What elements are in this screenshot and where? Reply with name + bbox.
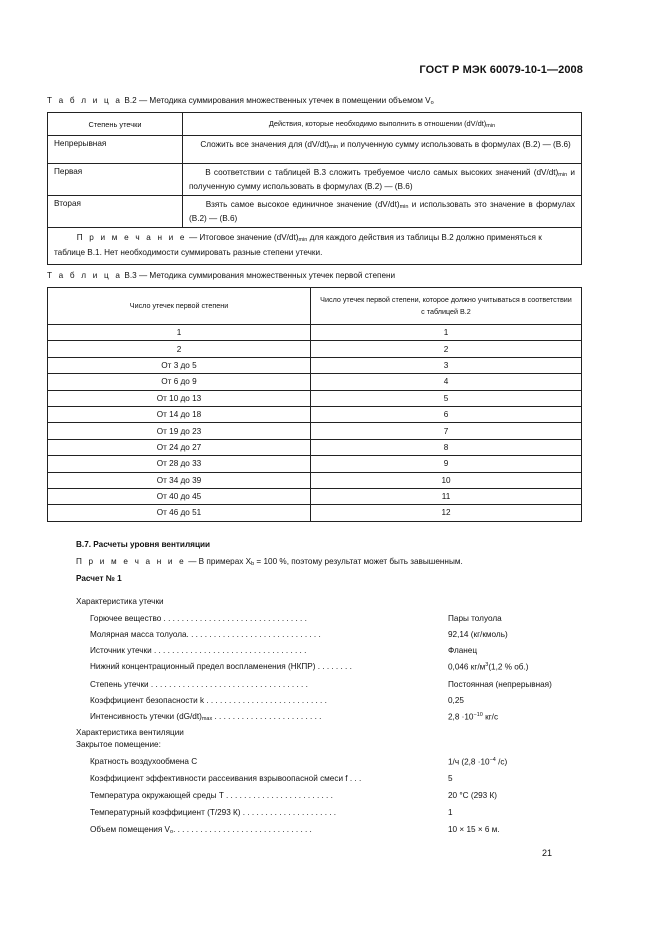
table-b2-action bbox=[183, 164, 582, 196]
leak-label bbox=[90, 712, 430, 722]
vent-label: Температурный коэффициент (T/293 К) . . . . . . . . . . . . . . . . . . . . . bbox=[90, 808, 337, 817]
label-b: . . . . . . . . . . . . . . . . . . . . . . . . bbox=[212, 712, 322, 721]
table-b3-caption-label: Т а б л и ц а bbox=[47, 271, 123, 280]
label-sub: o bbox=[170, 829, 174, 835]
table-cell: 10 bbox=[311, 472, 582, 488]
vent-label bbox=[90, 825, 430, 835]
table-b2-note bbox=[48, 228, 582, 265]
label-sub: max bbox=[201, 716, 213, 722]
action-text-b: и полученную сумму использовать в формулах (В.2) — (В.6) bbox=[338, 140, 571, 149]
table-row bbox=[48, 488, 582, 504]
table-row bbox=[48, 374, 582, 390]
leak-value bbox=[448, 662, 529, 672]
table-row bbox=[48, 472, 582, 488]
leak-value: Пары толуола bbox=[448, 614, 502, 623]
value-sup: −10 bbox=[473, 712, 483, 718]
calc-title: Расчет № 1 bbox=[76, 574, 122, 583]
value-a: 1/ч (2,8 ·10 bbox=[448, 757, 490, 767]
table-b2-caption-sub: o bbox=[430, 100, 434, 106]
action-sub: min bbox=[558, 172, 568, 178]
leak-value: Фланец bbox=[448, 646, 478, 655]
leak-value: 92,14 (кг/кмоль) bbox=[448, 630, 508, 639]
table-b2-degree: Первая bbox=[48, 164, 183, 196]
table-cell: 3 bbox=[311, 357, 582, 373]
label-a: Объем помещения V bbox=[90, 825, 170, 834]
table-b2-col-degree: Степень утечки bbox=[48, 113, 183, 136]
note-label: П р и м е ч а н и е bbox=[76, 233, 187, 242]
action-text-a: Сложить все значения для (dV/dt) bbox=[200, 140, 330, 149]
table-cell: От 10 до 13 bbox=[48, 390, 311, 406]
table-row bbox=[48, 390, 582, 406]
note-label: П р и м е ч а н и е bbox=[76, 557, 186, 566]
table-b2-caption bbox=[47, 96, 434, 106]
note-sub: b bbox=[251, 561, 255, 567]
table-cell: 6 bbox=[311, 406, 582, 422]
table-row bbox=[48, 406, 582, 422]
table-b2-col-action bbox=[183, 113, 582, 136]
vent-heading: Характеристика вентиляции bbox=[76, 728, 184, 737]
table-b3-caption bbox=[47, 271, 395, 280]
leak-value: 0,25 bbox=[448, 696, 464, 705]
vent-value: 10 × 15 × 6 м. bbox=[448, 825, 500, 834]
table-cell: 2 bbox=[311, 341, 582, 357]
document-header: ГОСТ Р МЭК 60079-10-1—2008 bbox=[419, 64, 583, 76]
note-sub: min bbox=[298, 237, 308, 243]
table-b3 bbox=[47, 287, 582, 522]
table-b2-action bbox=[183, 196, 582, 228]
vent-label: Коэффициент эффективности рассеивания взрывоопасной смеси f . . . bbox=[90, 774, 362, 783]
table-cell: От 3 до 5 bbox=[48, 357, 311, 373]
table-cell: От 14 до 18 bbox=[48, 406, 311, 422]
table-cell: 12 bbox=[311, 505, 582, 521]
leak-heading: Характеристика утечки bbox=[76, 597, 164, 606]
table-cell: От 6 до 9 bbox=[48, 374, 311, 390]
table-b2 bbox=[47, 112, 582, 265]
action-text-b: и использовать это значение в формулах (В.2) — (В.6) bbox=[189, 200, 576, 223]
note-text-b: для каждого действия из таблицы В.2 должно применяться к таблице В.1. Нет необходимости суммировать разные степени утечки. bbox=[54, 233, 542, 257]
table-cell: От 24 до 27 bbox=[48, 439, 311, 455]
table-cell: 4 bbox=[311, 374, 582, 390]
leak-label: Источник утечки . . . . . . . . . . . . . . . . . . . . . . . . . . . . . . . . . . bbox=[90, 646, 307, 655]
vent-label: Температура окружающей среды T . . . . . . . . . . . . . . . . . . . . . . . . bbox=[90, 791, 333, 800]
note-text-b: = 100 %, поэтому результат может быть завышенным. bbox=[254, 557, 463, 566]
vent-label: Кратность воздухообмена C bbox=[90, 757, 198, 766]
table-cell: От 19 до 23 bbox=[48, 423, 311, 439]
table-b2-degree: Непрерывная bbox=[48, 136, 183, 164]
leak-value: Постоянная (непрерывная) bbox=[448, 680, 552, 689]
table-row bbox=[48, 505, 582, 521]
value-b: кг/с bbox=[482, 712, 499, 722]
table-row bbox=[48, 341, 582, 357]
table-b3-caption-text: В.3 — Методика суммирования множественных утечек первой степени bbox=[124, 271, 396, 280]
table-b3-col-count: Число утечек первой степени bbox=[48, 288, 311, 325]
section-b7-note bbox=[76, 557, 463, 567]
table-cell: 1 bbox=[311, 325, 582, 341]
table-cell: 2 bbox=[48, 341, 311, 357]
action-sub: min bbox=[399, 204, 409, 210]
action-text-a: Взять самое высокое единичное значение (dV/dt) bbox=[205, 200, 400, 209]
label-b: . . . . . . . . . . . . . . . . . . . . . . . . . . . . . . . bbox=[173, 825, 312, 834]
table-row bbox=[48, 456, 582, 472]
table-b2-col-action-text: Действия, которые необходимо выполнить в отношении (dV/dt) bbox=[268, 119, 487, 128]
leak-label: Коэффициент безопасности k . . . . . . . . . . . . . . . . . . . . . . . . . . . bbox=[90, 696, 327, 705]
leak-value bbox=[448, 712, 498, 722]
table-cell: 5 bbox=[311, 390, 582, 406]
vent-value: 1 bbox=[448, 808, 453, 817]
table-cell: От 34 до 39 bbox=[48, 472, 311, 488]
table-row bbox=[48, 357, 582, 373]
table-b2-action bbox=[183, 136, 582, 164]
table-row bbox=[48, 439, 582, 455]
table-b2-caption-label: Т а б л и ц а bbox=[47, 96, 123, 105]
value-b: (1,2 % об.) bbox=[488, 662, 529, 672]
action-text-b: и полученную сумму использовать в формулах (В.2) — (В.6) bbox=[189, 168, 575, 191]
table-cell: 1 bbox=[48, 325, 311, 341]
note-text-a: — Итоговое значение (dV/dt) bbox=[186, 233, 299, 242]
table-cell: От 40 до 45 bbox=[48, 488, 311, 504]
table-row bbox=[48, 325, 582, 341]
table-cell: 7 bbox=[311, 423, 582, 439]
value-b: /с) bbox=[495, 757, 508, 767]
value-a: 2,8 ·10 bbox=[448, 712, 474, 722]
vent-value bbox=[448, 757, 507, 767]
action-text-a: В соответствии с таблицей В.3 сложить требуемое число самых высоких значений (dV/dt) bbox=[205, 168, 559, 177]
note-text-a: — В примерах X bbox=[185, 557, 252, 566]
page-number: 21 bbox=[541, 848, 552, 858]
table-cell: 8 bbox=[311, 439, 582, 455]
table-cell: 9 bbox=[311, 456, 582, 472]
vent-value: 20 °С (293 К) bbox=[448, 791, 498, 800]
leak-label: Горючее вещество . . . . . . . . . . . . . . . . . . . . . . . . . . . . . . . . bbox=[90, 614, 307, 623]
leak-label: Степень утечки . . . . . . . . . . . . . . . . . . . . . . . . . . . . . . . . . . . bbox=[90, 680, 308, 689]
label-a: Интенсивность утечки (dG/dt) bbox=[90, 712, 202, 721]
section-b7-heading: В.7. Расчеты уровня вентиляции bbox=[76, 540, 211, 549]
action-sub: min bbox=[329, 144, 339, 150]
leak-label: Молярная масса толуола. . . . . . . . . . . . . . . . . . . . . . . . . . . . . . bbox=[90, 630, 321, 639]
table-cell: 11 bbox=[311, 488, 582, 504]
table-b3-col-considered: Число утечек первой степени, которое должно учитываться в соответствии с таблицей В.2 bbox=[311, 288, 582, 325]
table-b2-caption-text: В.2 — Методика суммирования множественных утечек в помещении объемом V bbox=[124, 96, 431, 105]
value-sup: 3 bbox=[485, 662, 489, 668]
table-row bbox=[48, 423, 582, 439]
table-cell: От 28 до 33 bbox=[48, 456, 311, 472]
vent-subheading: Закрытое помещение: bbox=[76, 740, 161, 749]
leak-label: Нижний концентрационный предел воспламенения (НКПР) . . . . . . . . bbox=[90, 662, 352, 671]
table-b2-col-action-sub: min bbox=[486, 123, 496, 129]
value-a: 0,046 кг/м bbox=[448, 662, 486, 672]
value-sup: −4 bbox=[489, 757, 496, 763]
vent-value: 5 bbox=[448, 774, 453, 783]
table-b2-degree: Вторая bbox=[48, 196, 183, 228]
table-cell: От 46 до 51 bbox=[48, 505, 311, 521]
